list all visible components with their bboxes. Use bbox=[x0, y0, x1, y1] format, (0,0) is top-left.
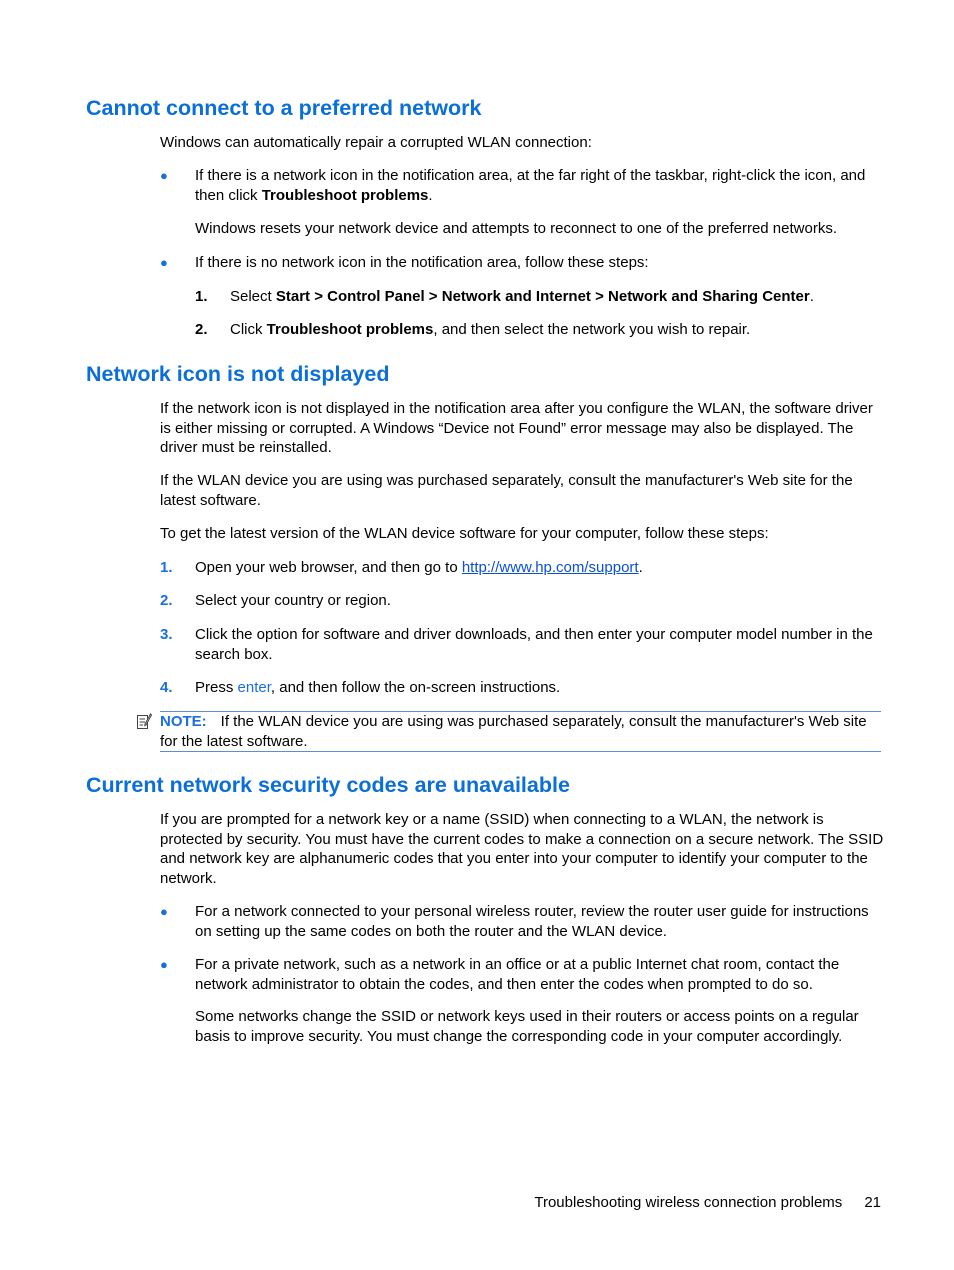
heading-security-codes: Current network security codes are unavailable bbox=[86, 773, 570, 797]
note-text: NOTE: If the WLAN device you are using was purchased separately, consult the manufacturer's Web site for the latest software. bbox=[160, 713, 867, 750]
s1-bullet-2: If there is no network icon in the notification area, follow these steps: bbox=[195, 254, 649, 271]
note-pencil-icon bbox=[136, 712, 152, 730]
s3-bullet-1: For a network connected to your personal wireless router, review the router user guide for instructions on setting up the same codes on both the router and the WLAN device. bbox=[195, 903, 869, 940]
s1-step-2: Click Troubleshoot problems, and then select the network you wish to repair. bbox=[230, 321, 751, 338]
bullet-icon: ● bbox=[160, 957, 168, 972]
s2-step-2: Select your country or region. bbox=[195, 592, 391, 609]
bullet-icon: ● bbox=[160, 255, 168, 270]
s3-para-1: If you are prompted for a network key or a name (SSID) when connecting to a WLAN, the network is protected by security. You must have the current codes to make a connection on a secure network. The SSID and network key are alphanumeric codes that you enter into your computer to identify your computer to the network. bbox=[160, 811, 884, 887]
heading-cannot-connect: Cannot connect to a preferred network bbox=[86, 96, 482, 120]
page-number: 21 bbox=[864, 1194, 881, 1211]
s1-intro: Windows can automatically repair a corrupted WLAN connection: bbox=[160, 134, 592, 151]
step-number: 1. bbox=[160, 559, 173, 576]
heading-network-icon: Network icon is not displayed bbox=[86, 362, 390, 386]
bullet-icon: ● bbox=[160, 904, 168, 919]
step-number: 3. bbox=[160, 626, 173, 643]
s2-para-1: If the network icon is not displayed in the notification area after you configure the WLAN, the software driver is either missing or corrupted. A Windows “Device not Found” error message may also be displayed. The driver must be reinstalled. bbox=[160, 400, 873, 456]
hp-support-link[interactable]: http://www.hp.com/support bbox=[461, 559, 639, 576]
step-number: 2. bbox=[160, 592, 173, 609]
s2-step-3: Click the option for software and driver downloads, and then enter your computer model number in the search box. bbox=[195, 626, 873, 663]
step-number: 1. bbox=[195, 288, 208, 305]
footer-title: Troubleshooting wireless connection problems bbox=[534, 1194, 843, 1211]
s1-bullet-1: If there is a network icon in the notification area, at the far right of the taskbar, right-click the icon, and then click Troubleshoot problems. bbox=[195, 167, 866, 204]
s2-step-4: Press enter, and then follow the on-screen instructions. bbox=[195, 679, 561, 696]
s2-step-1: Open your web browser, and then go to http://www.hp.com/support. bbox=[195, 559, 643, 576]
s1-step-1: Select Start > Control Panel > Network and Internet > Network and Sharing Center. bbox=[230, 288, 814, 305]
s2-para-2: If the WLAN device you are using was purchased separately, consult the manufacturer's Web site for the latest software. bbox=[160, 472, 853, 509]
s1-bullet-1-para: Windows resets your network device and attempts to reconnect to one of the preferred networks. bbox=[195, 220, 837, 237]
s3-bullet-2-para: Some networks change the SSID or network keys used in their routers or access points on a regular basis to improve security. You must change the corresponding code in your computer accordingly. bbox=[195, 1008, 859, 1045]
step-number: 4. bbox=[160, 679, 173, 696]
step-number: 2. bbox=[195, 321, 208, 338]
page-footer bbox=[534, 1193, 881, 1213]
bullet-icon: ● bbox=[160, 168, 168, 183]
note-label: NOTE: bbox=[160, 713, 207, 730]
s3-bullet-2: For a private network, such as a network in an office or at a public Internet chat room, contact the network administrator to obtain the codes, and then enter the codes when prompted to do so. bbox=[195, 956, 840, 993]
s2-para-3: To get the latest version of the WLAN device software for your computer, follow these steps: bbox=[160, 525, 769, 542]
enter-key-label: enter bbox=[237, 679, 271, 696]
ui-label-troubleshoot: Troubleshoot problems bbox=[261, 186, 429, 204]
